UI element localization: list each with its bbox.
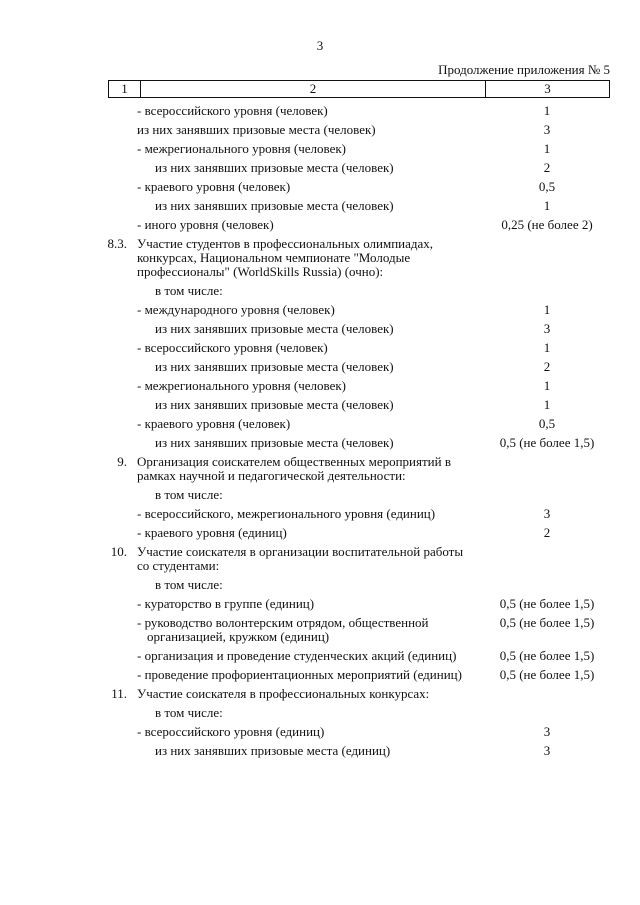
item-text: из них занявших призовые места (человек) [155,321,394,336]
item-text: - международного уровня (человек) [137,302,335,317]
item-value: 1 [543,340,551,355]
item-text: из них занявших призовые места (человек) [155,198,394,213]
item-value [477,284,617,298]
item-text: - организация и проведение студенческих акций (единиц) [137,648,457,663]
item-number [0,649,137,663]
item-number: 11. [111,686,127,701]
criteria-row [0,218,640,232]
criteria-row [0,545,640,573]
column-header-3: 3 [486,81,610,98]
criteria-row [0,436,640,450]
item-number [0,180,137,194]
item-text: из них занявших призовые места (человек) [155,160,394,175]
item-value: 0,5 (не более 1,5) [499,615,595,630]
criteria-row [0,237,640,279]
item-value [477,578,617,592]
item-number [0,142,137,156]
item-text: - руководство волонтерским отрядом, общественной организацией, кружком (единиц) [137,615,429,644]
item-value: 3 [543,724,551,739]
criteria-row [0,616,640,644]
criteria-row [0,687,640,701]
item-value: 0,25 (не более 2) [501,217,593,232]
item-number [0,284,137,298]
criteria-row [0,578,640,592]
item-text: в том числе: [155,283,223,298]
item-number [0,123,137,137]
criteria-row [0,725,640,739]
criteria-row [0,649,640,663]
item-number [0,597,137,611]
item-text: из них занявших призовые места (единиц) [155,743,391,758]
item-value: 0,5 (не более 1,5) [499,648,595,663]
item-value: 1 [543,198,551,213]
item-value [477,687,617,701]
item-value: 3 [543,122,551,137]
criteria-row [0,322,640,336]
criteria-row [0,180,640,194]
item-value: 0,5 (не более 1,5) [499,596,595,611]
item-number [0,341,137,355]
item-value: 3 [543,743,551,758]
criteria-row [0,123,640,137]
item-value [477,706,617,720]
item-value: 3 [543,321,551,336]
item-value: 3 [543,506,551,521]
item-value [477,545,617,573]
criteria-row [0,706,640,720]
item-text: из них занявших призовые места (человек) [155,359,394,374]
item-number: 8.3. [107,236,127,251]
criteria-list [0,104,640,763]
item-text: в том числе: [155,487,223,502]
criteria-row [0,455,640,483]
criteria-row [0,341,640,355]
criteria-row [0,507,640,521]
item-text: - всероссийского, межрегионального уровня (единиц) [137,506,436,521]
item-value [477,488,617,502]
item-text: - межрегионального уровня (человек) [137,378,347,393]
item-number [0,303,137,317]
criteria-row [0,597,640,611]
item-value: 2 [543,525,551,540]
item-number [0,161,137,175]
item-text: Участие студентов в профессиональных олимпиадах, конкурсах, Национальном чемпионате "Молодые профессионалы" (WorldSkills Russia) (очно): [137,236,434,279]
item-text: - всероссийского уровня (единиц) [137,724,325,739]
item-value [477,455,617,483]
item-number [0,322,137,336]
item-number [0,526,137,540]
criteria-row [0,161,640,175]
item-text: из них занявших призовые места (человек) [137,122,376,137]
item-text: - проведение профориентационных мероприятий (единиц) [137,667,462,682]
criteria-row [0,668,640,682]
item-value: 0,5 [538,416,556,431]
item-text: - иного уровня (человек) [137,217,274,232]
criteria-row [0,488,640,502]
item-text: - межрегионального уровня (человек) [137,141,347,156]
item-number: 10. [110,544,127,559]
item-number [0,398,137,412]
criteria-row [0,303,640,317]
item-number: 9. [117,454,127,469]
item-text: из них занявших призовые места (человек) [155,435,394,450]
item-number [0,379,137,393]
item-text: Участие соискателя в профессиональных конкурсах: [137,686,430,701]
item-number [0,360,137,374]
criteria-row [0,284,640,298]
item-number [0,616,137,644]
criteria-row [0,199,640,213]
item-value: 0,5 (не более 1,5) [499,667,595,682]
item-number [0,104,137,118]
item-value [477,237,617,279]
column-header-2: 2 [141,81,486,98]
item-text: Участие соискателя в организации воспитательной работы со студентами: [137,544,464,573]
item-text: в том числе: [155,577,223,592]
item-value: 0,5 [538,179,556,194]
item-value: 0,5 (не более 1,5) [499,435,595,450]
item-number [0,436,137,450]
item-value: 1 [543,141,551,156]
criteria-row [0,526,640,540]
item-number [0,744,137,758]
criteria-row [0,142,640,156]
item-text: Организация соискателем общественных мероприятий в рамках научной и педагогической деятельности: [137,454,451,483]
criteria-row [0,417,640,431]
item-text: из них занявших призовые места (человек) [155,397,394,412]
item-number [0,725,137,739]
item-number [0,507,137,521]
criteria-row [0,398,640,412]
item-value: 1 [543,378,551,393]
item-text: в том числе: [155,705,223,720]
item-value: 2 [543,160,551,175]
continuation-label: Продолжение приложения № 5 [438,62,610,77]
item-number [0,488,137,502]
item-number [0,668,137,682]
item-number [0,706,137,720]
item-text: - всероссийского уровня (человек) [137,340,328,355]
page-number: 3 [316,38,324,53]
criteria-row [0,379,640,393]
item-text: - краевого уровня (человек) [137,179,291,194]
item-value: 2 [543,359,551,374]
item-text: - кураторство в группе (единиц) [137,596,315,611]
item-number [0,218,137,232]
column-header-row [108,80,610,98]
column-header-1: 1 [109,81,141,98]
item-value: 1 [543,103,551,118]
item-text: - краевого уровня (человек) [137,416,291,431]
criteria-row [0,360,640,374]
item-value: 1 [543,302,551,317]
item-value: 1 [543,397,551,412]
criteria-row [0,104,640,118]
item-number [0,199,137,213]
item-text: - всероссийского уровня (человек) [137,103,328,118]
item-text: - краевого уровня (единиц) [137,525,287,540]
item-number [0,417,137,431]
criteria-row [0,744,640,758]
item-number [0,578,137,592]
